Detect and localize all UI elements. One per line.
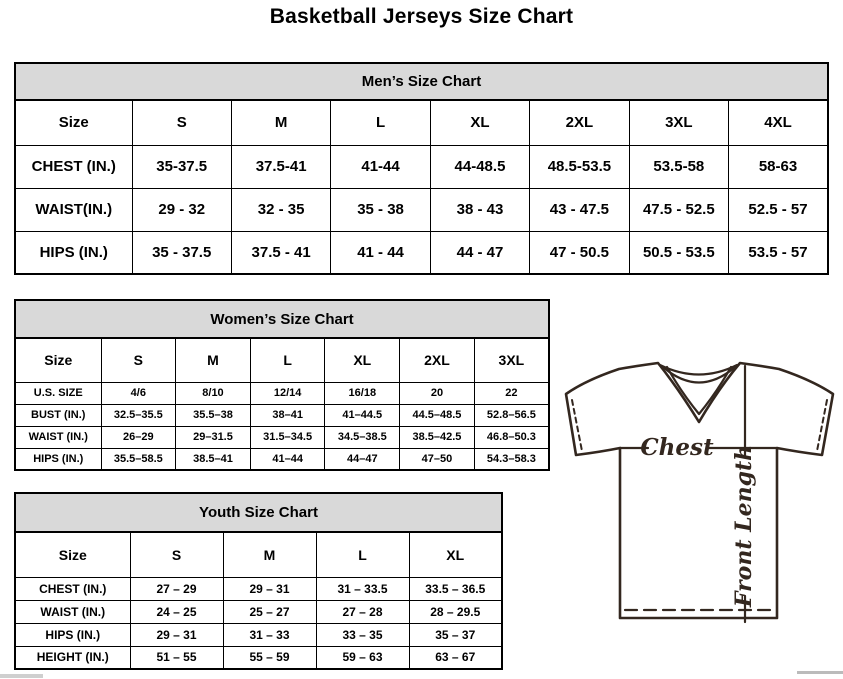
page-title: Basketball Jerseys Size Chart — [269, 5, 574, 28]
size-cell: 35 - 38 — [331, 188, 430, 231]
scrollbar-fragment-left[interactable] — [0, 674, 43, 678]
col-header: XL — [409, 532, 502, 577]
col-header: XL — [430, 100, 529, 145]
table-row — [15, 188, 828, 231]
size-cell: 31 – 33.5 — [316, 577, 409, 600]
size-cell: 22 — [474, 382, 549, 404]
jersey-measurement-diagram — [556, 358, 843, 632]
size-cell: 29 - 32 — [132, 188, 231, 231]
col-header: L — [316, 532, 409, 577]
womens-size-table — [14, 299, 550, 471]
size-cell: 25 – 27 — [223, 600, 316, 623]
table-row — [15, 646, 502, 669]
col-header: Size — [15, 338, 101, 382]
size-cell: 38.5–41 — [176, 448, 251, 470]
size-cell: 44 - 47 — [430, 231, 529, 274]
chest-label: Chest — [640, 434, 714, 461]
size-cell: 32 - 35 — [231, 188, 330, 231]
size-cell: 35.5–38 — [176, 404, 251, 426]
size-cell: 31.5–34.5 — [250, 426, 325, 448]
size-cell: 53.5-58 — [629, 145, 728, 188]
womens-table-title: Women’s Size Chart — [15, 300, 549, 338]
size-cell: 51 – 55 — [130, 646, 223, 669]
row-label: HEIGHT (IN.) — [15, 646, 130, 669]
size-cell: 55 – 59 — [223, 646, 316, 669]
size-cell: 50.5 - 53.5 — [629, 231, 728, 274]
size-cell: 37.5-41 — [231, 145, 330, 188]
row-label: BUST (IN.) — [15, 404, 101, 426]
row-label: WAIST (IN.) — [15, 600, 130, 623]
size-cell: 28 – 29.5 — [409, 600, 502, 623]
table-row — [15, 382, 549, 404]
size-cell: 4/6 — [101, 382, 176, 404]
front-length-label: Front Length — [731, 444, 757, 608]
table-row — [15, 404, 549, 426]
col-header: 4XL — [729, 100, 828, 145]
size-cell: 41–44.5 — [325, 404, 400, 426]
size-cell: 38.5–42.5 — [400, 426, 475, 448]
table-row — [15, 577, 502, 600]
size-cell: 16/18 — [325, 382, 400, 404]
row-label: WAIST(IN.) — [15, 188, 132, 231]
size-cell: 48.5-53.5 — [530, 145, 629, 188]
col-header: 2XL — [400, 338, 475, 382]
size-cell: 44.5–48.5 — [400, 404, 475, 426]
size-cell: 29 – 31 — [223, 577, 316, 600]
table-row — [15, 426, 549, 448]
table-row — [15, 231, 828, 274]
mens-size-table — [14, 62, 829, 275]
col-header: 3XL — [629, 100, 728, 145]
col-header: XL — [325, 338, 400, 382]
row-label: U.S. SIZE — [15, 382, 101, 404]
size-cell: 8/10 — [176, 382, 251, 404]
row-label: HIPS (IN.) — [15, 231, 132, 274]
size-cell: 52.5 - 57 — [729, 188, 828, 231]
size-cell: 47 - 50.5 — [530, 231, 629, 274]
col-header: L — [250, 338, 325, 382]
size-cell: 54.3–58.3 — [474, 448, 549, 470]
youth-table-title: Youth Size Chart — [15, 493, 502, 532]
size-cell: 29 – 31 — [130, 623, 223, 646]
size-cell: 63 – 67 — [409, 646, 502, 669]
col-header: 2XL — [530, 100, 629, 145]
size-cell: 27 – 29 — [130, 577, 223, 600]
size-cell: 43 - 47.5 — [530, 188, 629, 231]
col-header: M — [231, 100, 330, 145]
size-cell: 58-63 — [729, 145, 828, 188]
col-header: Size — [15, 532, 130, 577]
size-cell: 35 - 37.5 — [132, 231, 231, 274]
row-label: CHEST (IN.) — [15, 145, 132, 188]
size-cell: 53.5 - 57 — [729, 231, 828, 274]
col-header: 3XL — [474, 338, 549, 382]
size-cell: 59 – 63 — [316, 646, 409, 669]
size-cell: 12/14 — [250, 382, 325, 404]
youth-column-header-row — [15, 532, 502, 577]
size-cell: 44-48.5 — [430, 145, 529, 188]
size-cell: 33.5 – 36.5 — [409, 577, 502, 600]
size-cell: 41-44 — [331, 145, 430, 188]
size-cell: 47.5 - 52.5 — [629, 188, 728, 231]
col-header: M — [223, 532, 316, 577]
mens-column-header-row — [15, 100, 828, 145]
scrollbar-fragment-right[interactable] — [797, 671, 843, 674]
size-cell: 35-37.5 — [132, 145, 231, 188]
table-row — [15, 600, 502, 623]
size-cell: 38–41 — [250, 404, 325, 426]
row-label: CHEST (IN.) — [15, 577, 130, 600]
size-cell: 35.5–58.5 — [101, 448, 176, 470]
size-cell: 32.5–35.5 — [101, 404, 176, 426]
size-cell: 27 – 28 — [316, 600, 409, 623]
row-label: WAIST (IN.) — [15, 426, 101, 448]
size-cell: 37.5 - 41 — [231, 231, 330, 274]
size-cell: 46.8–50.3 — [474, 426, 549, 448]
size-cell: 29–31.5 — [176, 426, 251, 448]
size-cell: 34.5–38.5 — [325, 426, 400, 448]
size-cell: 38 - 43 — [430, 188, 529, 231]
size-cell: 31 – 33 — [223, 623, 316, 646]
mens-table-title: Men’s Size Chart — [15, 63, 828, 100]
col-header: S — [130, 532, 223, 577]
row-label: HIPS (IN.) — [15, 623, 130, 646]
size-cell: 41–44 — [250, 448, 325, 470]
size-cell: 41 - 44 — [331, 231, 430, 274]
size-cell: 52.8–56.5 — [474, 404, 549, 426]
jersey-diagram-icon — [556, 358, 843, 632]
col-header: S — [132, 100, 231, 145]
youth-size-table — [14, 492, 503, 670]
row-label: HIPS (IN.) — [15, 448, 101, 470]
table-row — [15, 448, 549, 470]
col-header: L — [331, 100, 430, 145]
size-cell: 35 – 37 — [409, 623, 502, 646]
womens-column-header-row — [15, 338, 549, 382]
size-cell: 24 – 25 — [130, 600, 223, 623]
col-header: M — [176, 338, 251, 382]
size-cell: 26–29 — [101, 426, 176, 448]
col-header: S — [101, 338, 176, 382]
size-cell: 33 – 35 — [316, 623, 409, 646]
table-row — [15, 145, 828, 188]
table-row — [15, 623, 502, 646]
size-cell: 47–50 — [400, 448, 475, 470]
col-header: Size — [15, 100, 132, 145]
size-cell: 20 — [400, 382, 475, 404]
size-cell: 44–47 — [325, 448, 400, 470]
